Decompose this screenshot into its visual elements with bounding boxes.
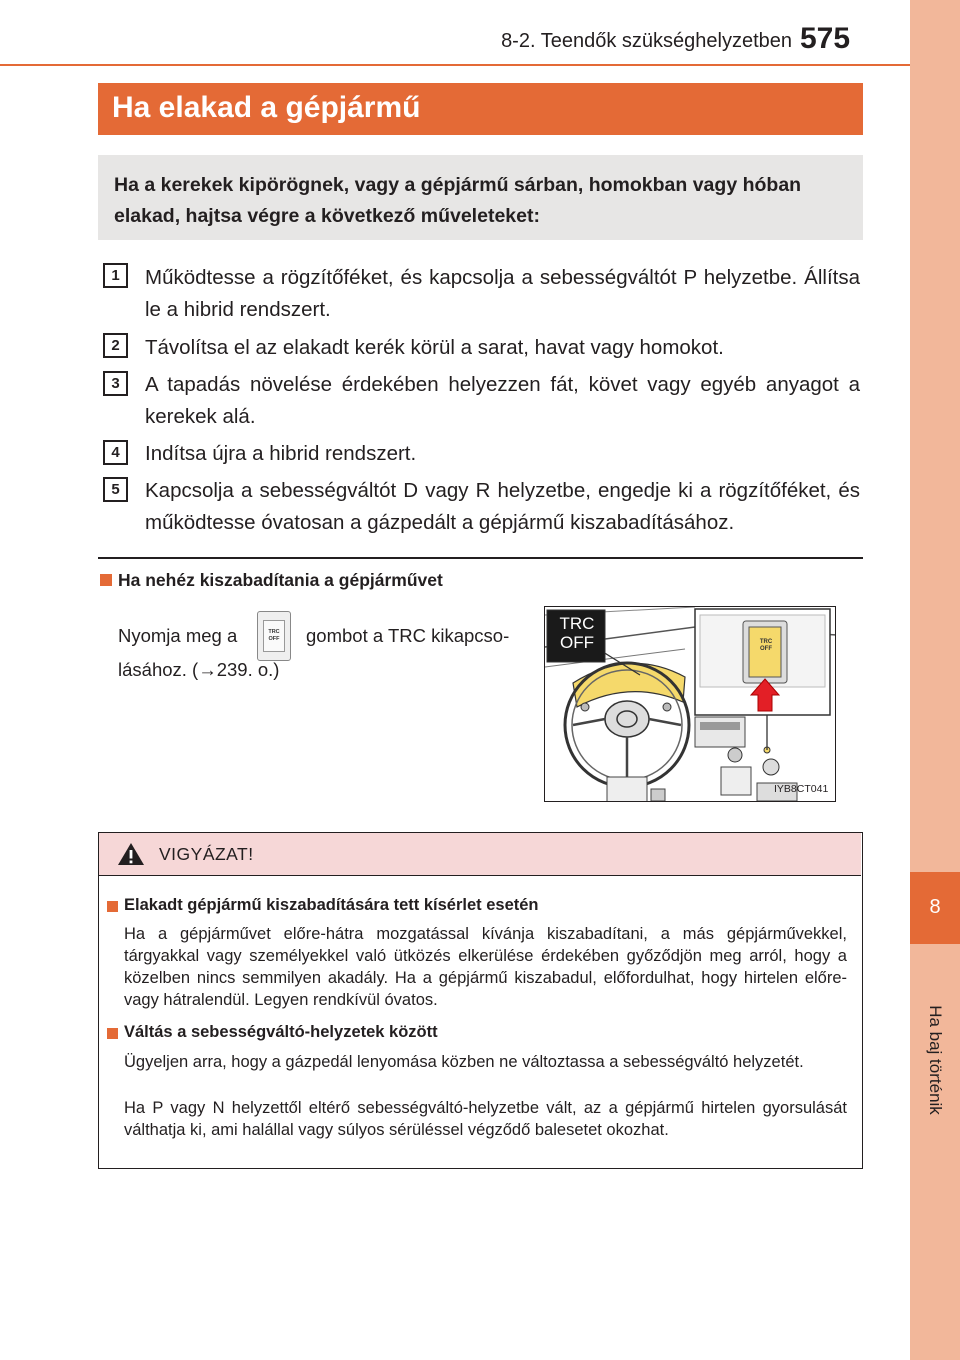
step-text: Kapcsolja a sebességváltót D vagy R helyzetbe, engedje ki a rögzítőféket, és működtesse óvatosan a gázpedált a gépjármű kiszabadításához. [145, 479, 860, 534]
step-text: Távolítsa el az elakadt kerék körül a sarat, havat vagy homokot. [145, 336, 724, 359]
dashboard-illustration [544, 606, 836, 802]
caution-item-text: Ha a gépjárművet előre-hátra mozgatással kívánja kiszabadítani, a más gépjárművekkel, tárgyakkal vagy személyekkel való ütközés elkerülése érdekében győződjön meg arról, hogy a közelben nincs semmilyen akadály. Ha a gépjármű kiszabadul, előfordulhat, hogy hirtelen előre- vagy hátralendül. Legyen rendkívül óvatos. [124, 925, 847, 1009]
step-number: 4 [103, 440, 128, 465]
caution-item-heading: Váltás a sebességváltó-helyzetek között [124, 1023, 438, 1041]
button-label: OFF [760, 646, 772, 652]
display-label: OFF [560, 633, 594, 652]
square-bullet-icon [107, 1028, 118, 1039]
subsection-text: gombot a TRC kikapcso- [306, 625, 510, 646]
subsection-text: lásához. (→239. o.) [118, 659, 280, 680]
section-header: 8-2. Teendők szükséghelyzetben [501, 30, 792, 52]
step-number: 3 [103, 371, 128, 396]
subsection-heading: Ha nehéz kiszabadítania a gépjárművet [118, 570, 443, 590]
display-label: TRC [559, 614, 595, 633]
chapter-number: 8 [929, 896, 941, 918]
chapter-title: Ha baj történik [926, 1005, 945, 1115]
caution-item-text: Ügyeljen arra, hogy a gázpedál lenyomása közben ne változtassa a sebességváltó helyzetét. [124, 1053, 804, 1071]
button-label: TRC [759, 639, 773, 645]
square-bullet-icon [100, 574, 112, 586]
trc-off-button [751, 639, 781, 653]
step-text: Indítsa újra a hibrid rendszert. [145, 442, 417, 465]
trc-off-display [551, 614, 603, 652]
step-number: 1 [103, 263, 128, 288]
section-divider [98, 557, 863, 559]
trc-off-button-icon [257, 611, 291, 661]
caution-title: VIGYÁZAT! [159, 844, 254, 864]
caution-item-text: Ha P vagy N helyzettől eltérő sebességváltó-helyzetbe vált, az a gépjármű hirtelen gyorsulását válthatja ki, ami halállal vagy súlyos sérüléssel végződő balesetet okozhat. [124, 1099, 847, 1139]
intro-box: Ha a kerekek kipörögnek, vagy a gépjármű sárban, homokban vagy hóban elakad, hajtsa végre a következő műveleteket: [98, 155, 863, 240]
step-number: 2 [103, 333, 128, 358]
page-title: Ha elakad a gépjármű [112, 91, 421, 124]
step-text: A tapadás növelése érdekében helyezzen fát, követ vagy egyéb anyagot a kerekek alá. [145, 373, 860, 428]
title-bar [98, 83, 863, 135]
step-text: Működtesse a rögzítőféket, és kapcsolja a sebességváltót P helyzetbe. Állítsa le a hibrid rendszert. [145, 266, 860, 321]
illustration-code: IYB8CT041 [774, 783, 829, 795]
chapter-side-tab [910, 0, 960, 1360]
square-bullet-icon [107, 901, 118, 912]
page-number: 575 [800, 22, 851, 55]
caution-header [99, 833, 861, 876]
caution-item-heading: Elakadt gépjármű kiszabadítására tett kísérlet esetén [124, 896, 539, 914]
warning-icon [116, 841, 146, 867]
trc-off-button-label: TRC OFF [263, 620, 285, 652]
subsection-text: Nyomja meg a [118, 625, 238, 646]
step-number: 5 [103, 477, 128, 502]
header-rule [0, 64, 910, 66]
